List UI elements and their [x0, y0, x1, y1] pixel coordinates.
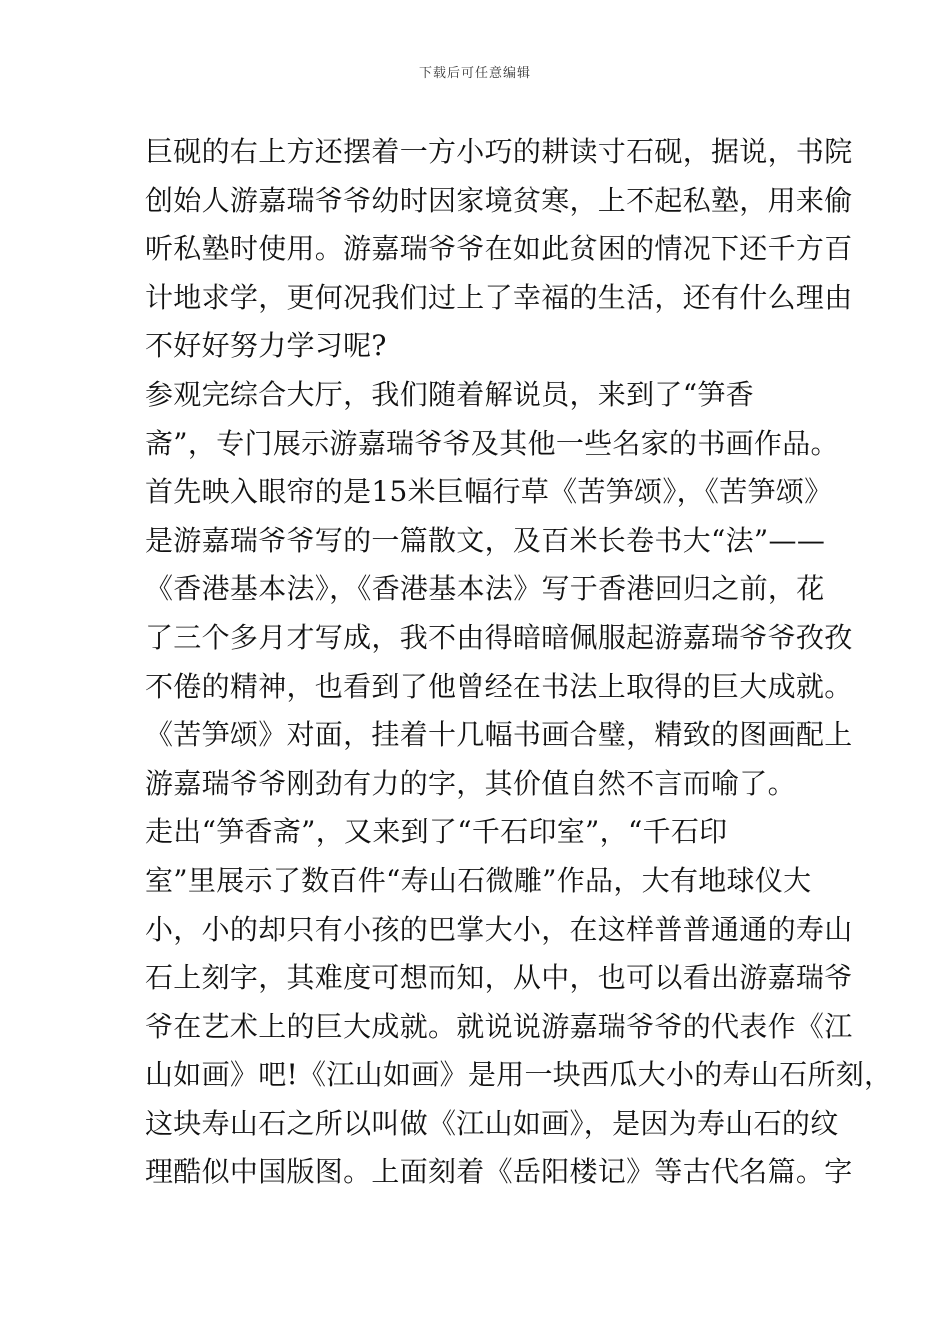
text-line: 爷在艺术上的巨大成就。就说说游嘉瑞爷爷的代表作《江	[145, 1009, 853, 1043]
text-line: 是游嘉瑞爷爷写的一篇散文，及百米长卷书大“法”——	[145, 523, 826, 557]
text-line: 参观完综合大厅，我们随着解说员，来到了“笋香	[145, 377, 754, 411]
text-line: 山如画》吧!《江山如画》是用一块西瓜大小的寿山石所刻，	[145, 1058, 893, 1092]
text-line: 理酷似中国版图。上面刻着《岳阳楼记》等古代名篇。字	[145, 1155, 853, 1189]
page-header: 下载后可任意编辑	[418, 66, 531, 81]
text-line: 了三个多月才写成，我不由得暗暗佩服起游嘉瑞爷爷孜孜	[145, 620, 853, 654]
text-line: 室”里展示了数百件“寿山石微雕”作品，大有地球仪大	[145, 863, 812, 897]
text-line: 《苦笋颂》对面，挂着十几幅书画合璧，精致的图画配上	[145, 718, 853, 752]
text-line: 游嘉瑞爷爷刚劲有力的字，其价值自然不言而喻了。	[145, 766, 796, 800]
text-line: 巨砚的右上方还摆着一方小巧的耕读寸石砚，据说，书院	[145, 135, 853, 168]
text-line: 计地求学，更何况我们过上了幸福的生活，还有什么理由	[145, 280, 853, 314]
body-text	[145, 128, 893, 1197]
text-line: 首先映入眼帘的是15米巨幅行草《苦笋颂》，《苦笋颂》	[145, 475, 833, 509]
text-line: 创始人游嘉瑞爷爷幼时因家境贫寒，上不起私塾，用来偷	[145, 183, 853, 217]
text-line: 不倦的精神，也看到了他曾经在书法上取得的巨大成就。	[145, 669, 853, 703]
text-line: 《香港基本法》，《香港基本法》写于香港回归之前，花	[145, 572, 825, 606]
text-line: 听私塾时使用。游嘉瑞爷爷在如此贫困的情况下还千方百	[145, 232, 853, 266]
text-line: 小，小的却只有小孩的巴掌大小，在这样普普通通的寿山	[145, 912, 853, 946]
text-line: 斋”，专门展示游嘉瑞爷爷及其他一些名家的书画作品。	[145, 426, 839, 460]
text-line: 走出“笋香斋”，又来到了“千石印室”，“千石印	[145, 815, 728, 849]
text-line: 不好好努力学习呢?	[145, 329, 387, 363]
text-line: 这块寿山石之所以叫做《江山如画》，是因为寿山石的纹	[145, 1106, 839, 1140]
text-line: 石上刻字，其难度可想而知，从中，也可以看出游嘉瑞爷	[145, 961, 853, 995]
